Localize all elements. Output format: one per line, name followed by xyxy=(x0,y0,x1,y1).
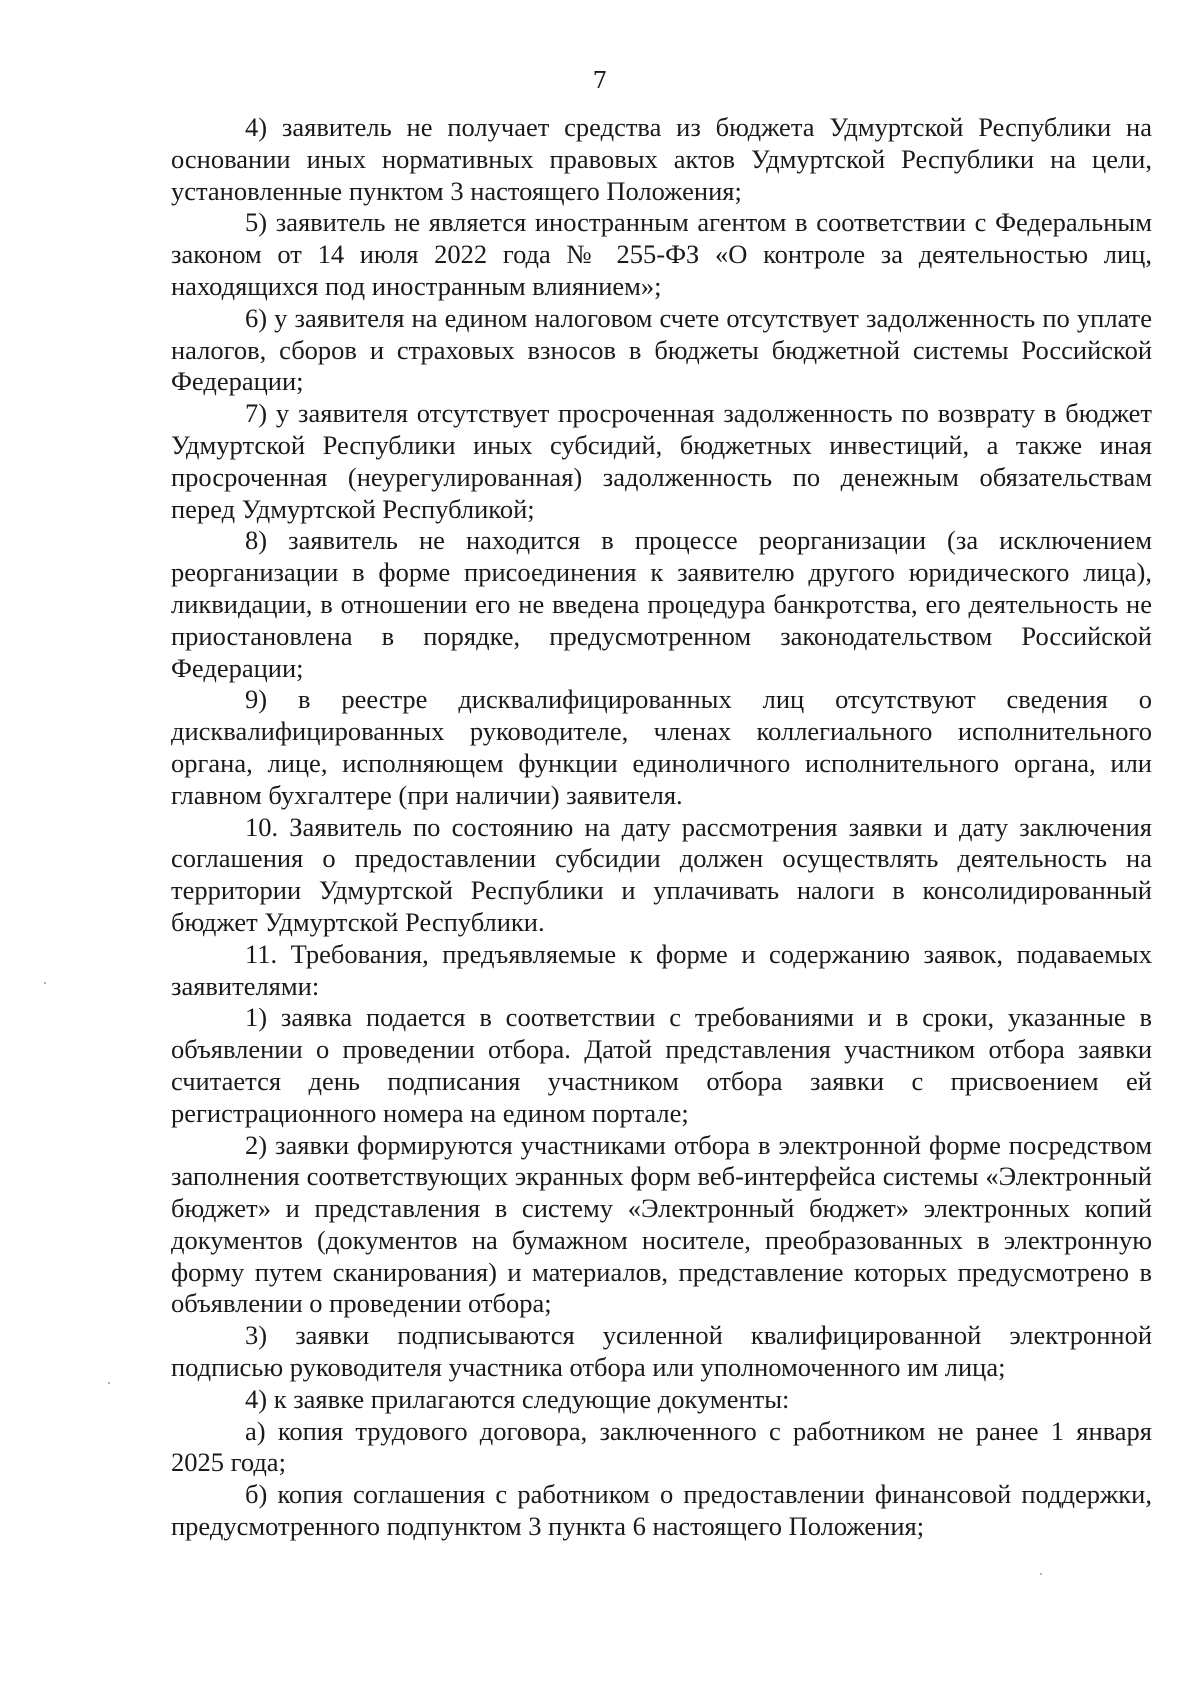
paragraph-6-no-tax-debt: 6) у заявителя на едином налоговом счете отсутствует задолженность по уплате налогов, сборов и страховых взносов в бюджеты бюджетной системы Российской Федерации; xyxy=(171,302,1152,397)
paragraph-8-no-reorganization: 8) заявитель не находится в процессе реорганизации (за исключением реорганизации в форме присоединения к заявителю другого юридического лица), ликвидации, в отношении его не введена процедура банкротства, его деятельность не приостановлена в порядке, предусмотренном законодательством Российской Федерации; xyxy=(171,525,1152,683)
scan-speck xyxy=(44,982,46,984)
document-body xyxy=(171,112,1152,1543)
paragraph-5-not-foreign-agent: 5) заявитель не является иностранным агентом в соответствии с Федеральным законом от 14 июля 2022 года № 255-ФЗ «О контроле за деятельностью лиц, находящихся под иностранным влиянием»; xyxy=(171,207,1152,301)
paragraph-9-no-disqualified-persons: 9) в реестре дисквалифицированных лиц отсутствуют сведения о дисквалифицированных руководителе, членах коллегиального исполнительного органа, лице, исполняющем функции единоличного исполнительного органа, или главном бухгалтере (при наличии) заявителя. xyxy=(171,684,1152,810)
paragraph-11-1-submission: 1) заявка подается в соответствии с требованиями и в сроки, указанные в объявлении о проведении отбора. Датой представления участником отбора заявки считается день подписания участником отбора заявки с присвоением ей регистрационного номера на едином портале; xyxy=(171,1002,1152,1128)
paragraph-11-3-signature: 3) заявки подписываются усиленной квалифицированной электронной подписью руководителя участника отбора или уполномоченного им лица; xyxy=(171,1320,1152,1383)
scan-speck xyxy=(1040,1573,1042,1575)
scan-speck xyxy=(108,1382,110,1384)
paragraph-11-4-attached-documents: 4) к заявке прилагаются следующие документы: xyxy=(245,1383,790,1414)
paragraph-7-no-overdue-debt: 7) у заявителя отсутствует просроченная задолженность по возврату в бюджет Удмуртской Республики иных субсидий, бюджетных инвестиций, а также иная просроченная (неурегулированная) задолженность по денежным обязательствам перед Удмуртской Республикой; xyxy=(171,398,1152,524)
paragraph-4-no-budget-funds: 4) заявитель не получает средства из бюджета Удмуртской Республики на основании иных нормативных правовых актов Удмуртской Республики на цели, установленные пунктом 3 настоящего Положения; xyxy=(171,112,1152,206)
paragraph-11-2-electronic-form: 2) заявки формируются участниками отбора в электронной форме посредством заполнения соответствующих экранных форм веб-интерфейса системы «Электронный бюджет» и представления в систему «Электронный бюджет» электронных копий документов (документов на бумажном носителе, преобразованных в электронную форму путем сканирования) и материалов, представление которых предусмотрено в объявлении о проведении отбора; xyxy=(171,1129,1152,1319)
paragraph-11-application-requirements: 11. Требования, предъявляемые к форме и содержанию заявок, подаваемых заявителями: xyxy=(171,938,1152,1001)
page-number: 7 xyxy=(592,68,608,94)
paragraph-11-4-b-support-agreement: б) копия соглашения с работником о предоставлении финансовой поддержки, предусмотренного подпунктом 3 пункта 6 настоящего Положения; xyxy=(171,1479,1152,1542)
paragraph-10-territory-requirement: 10. Заявитель по состоянию на дату рассмотрения заявки и дату заключения соглашения о предоставлении субсидии должен осуществлять деятельность на территории Удмуртской Республики и уплачивать налоги в консолидированный бюджет Удмуртской Республики. xyxy=(171,811,1152,937)
paragraph-11-4-a-employment-contract: а) копия трудового договора, заключенного с работником не ранее 1 января 2025 года; xyxy=(171,1415,1152,1478)
